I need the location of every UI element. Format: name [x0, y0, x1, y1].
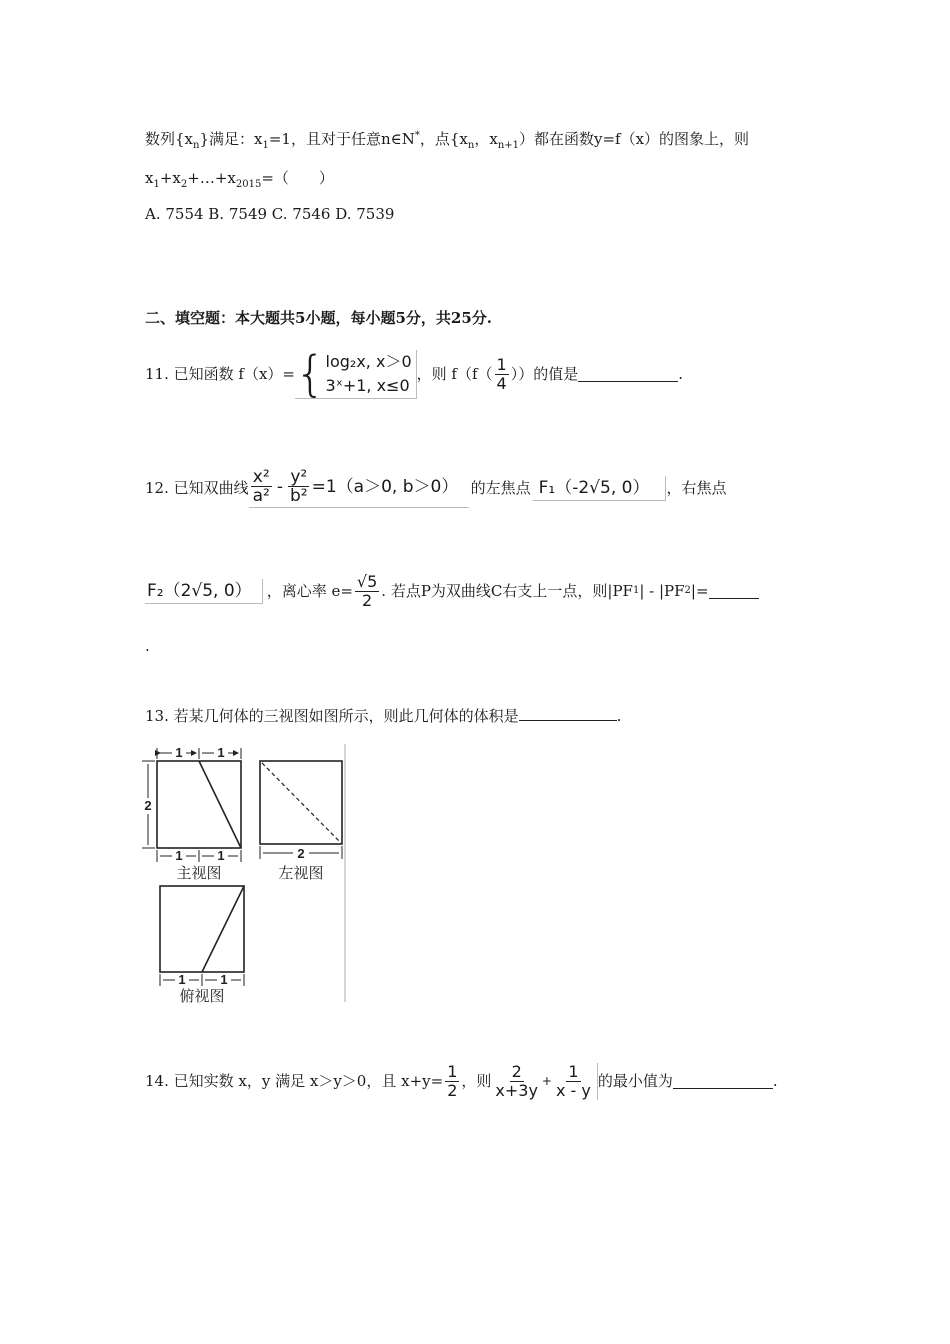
q13-text: 13. 若某几何体的三视图如图所示，则此几何体的体积是 . — [145, 707, 622, 725]
dim-top-bottom-left: 1 — [178, 972, 186, 987]
q14: 14. 已知实数 x，y 满足 x＞y＞0，且 x+y= $\frac{1}{2}$ ，则 $\frac{2}{x+3y}$ + $\frac{1}{x - y}$ 的最小值为 . — [145, 1061, 778, 1100]
top-view-rect — [160, 886, 244, 972]
front-view-rect — [157, 761, 241, 848]
q11-case2: 3ˣ+1, x≤0 — [325, 375, 410, 395]
q12-dot: . — [145, 637, 150, 655]
q10-options: A. 7554 B. 7549 C. 7546 D. 7539 — [145, 205, 395, 223]
left-brace: { — [294, 345, 326, 402]
q10-line2: $x_1+x_2+\dots+x_{2015}=$（ ） — [145, 169, 334, 190]
dim-front-bottom-right: 1 — [217, 848, 225, 863]
q14-half: $\frac{1}{2}$ — [447, 1061, 458, 1100]
top-view-diagonal — [202, 886, 244, 972]
q11: 11. 已知函数 f（x）= { log₂x, x＞0 3ˣ+1, x≤0 ，则 f（f（ $\frac{1}{4}$ ））的值是 . — [145, 345, 683, 402]
q12-line1: 12. 已知双曲线 $\frac{\text{x²}}{\text{a²}}$ - $\frac{\text{y²}}{\text{b²}}$ =1（a＞0, b＞0） 的左焦点 F₁（-2√5, 0） ，右焦点 — [145, 467, 727, 506]
section-title: 二、填空题：本大题共5小题，每小题5分，共25分. — [145, 309, 492, 327]
top-view-caption: 俯视图 — [179, 987, 225, 1004]
three-view-figure — [138, 742, 348, 1004]
side-view-caption: 左视图 — [278, 864, 324, 882]
q14-answer-blank[interactable] — [673, 1074, 773, 1089]
q11-fraction: $\frac{1}{4}$ — [496, 354, 507, 393]
q10-line1: 数列$\{x_n\}$满足：$x_1=1$，且对于任意n∈N*，点{$x_n$，$x_{n+1}$）都在函数y=f（x）的图象上，则 — [145, 130, 750, 151]
dim-front-bottom-left: 1 — [175, 848, 183, 863]
front-view-diagonal — [199, 761, 241, 848]
q12-answer-blank[interactable] — [709, 584, 759, 599]
q11-case1: log₂x, x＞0 — [325, 351, 412, 371]
front-view-caption: 主视图 — [176, 864, 222, 882]
q12-left-focus: F₁（-2√5, 0） — [533, 476, 667, 501]
q13-answer-blank[interactable] — [519, 706, 617, 721]
dim-side-bottom: 2 — [297, 846, 305, 861]
q12-eccentricity: $\frac{√5}{2}$ — [356, 571, 378, 610]
q12-right-focus: F₂（2√5, 0） — [145, 579, 263, 604]
q12-line2: F₂（2√5, 0） ，离心率 e= $\frac{√5}{2}$ . 若点P为双曲线C右支上一点，则|PF 1 | - |PF 2 |= — [145, 566, 759, 616]
dim-front-top-right: 1 — [217, 745, 225, 760]
q11-suffix: ））的值是 — [510, 365, 579, 383]
dim-top-bottom-right: 1 — [220, 972, 228, 987]
side-view-hidden-diagonal — [262, 763, 341, 843]
q11-prefix: 11. 已知函数 f（x）= — [145, 365, 295, 383]
q11-piecewise — [294, 345, 417, 402]
q12-equation: $\frac{\text{x²}}{\text{a²}}$ - $\frac{\text{y²}}{\text{b²}}$ =1（a＞0, b＞0） — [249, 468, 469, 508]
q11-answer-blank[interactable] — [578, 367, 678, 382]
dim-front-height: 2 — [144, 798, 152, 813]
q14-expression: $\frac{2}{x+3y}$ + $\frac{1}{x - y}$ — [491, 1063, 597, 1100]
q11-middle: ，则 f（f（ — [416, 365, 493, 383]
dim-front-top-left: 1 — [175, 745, 183, 760]
